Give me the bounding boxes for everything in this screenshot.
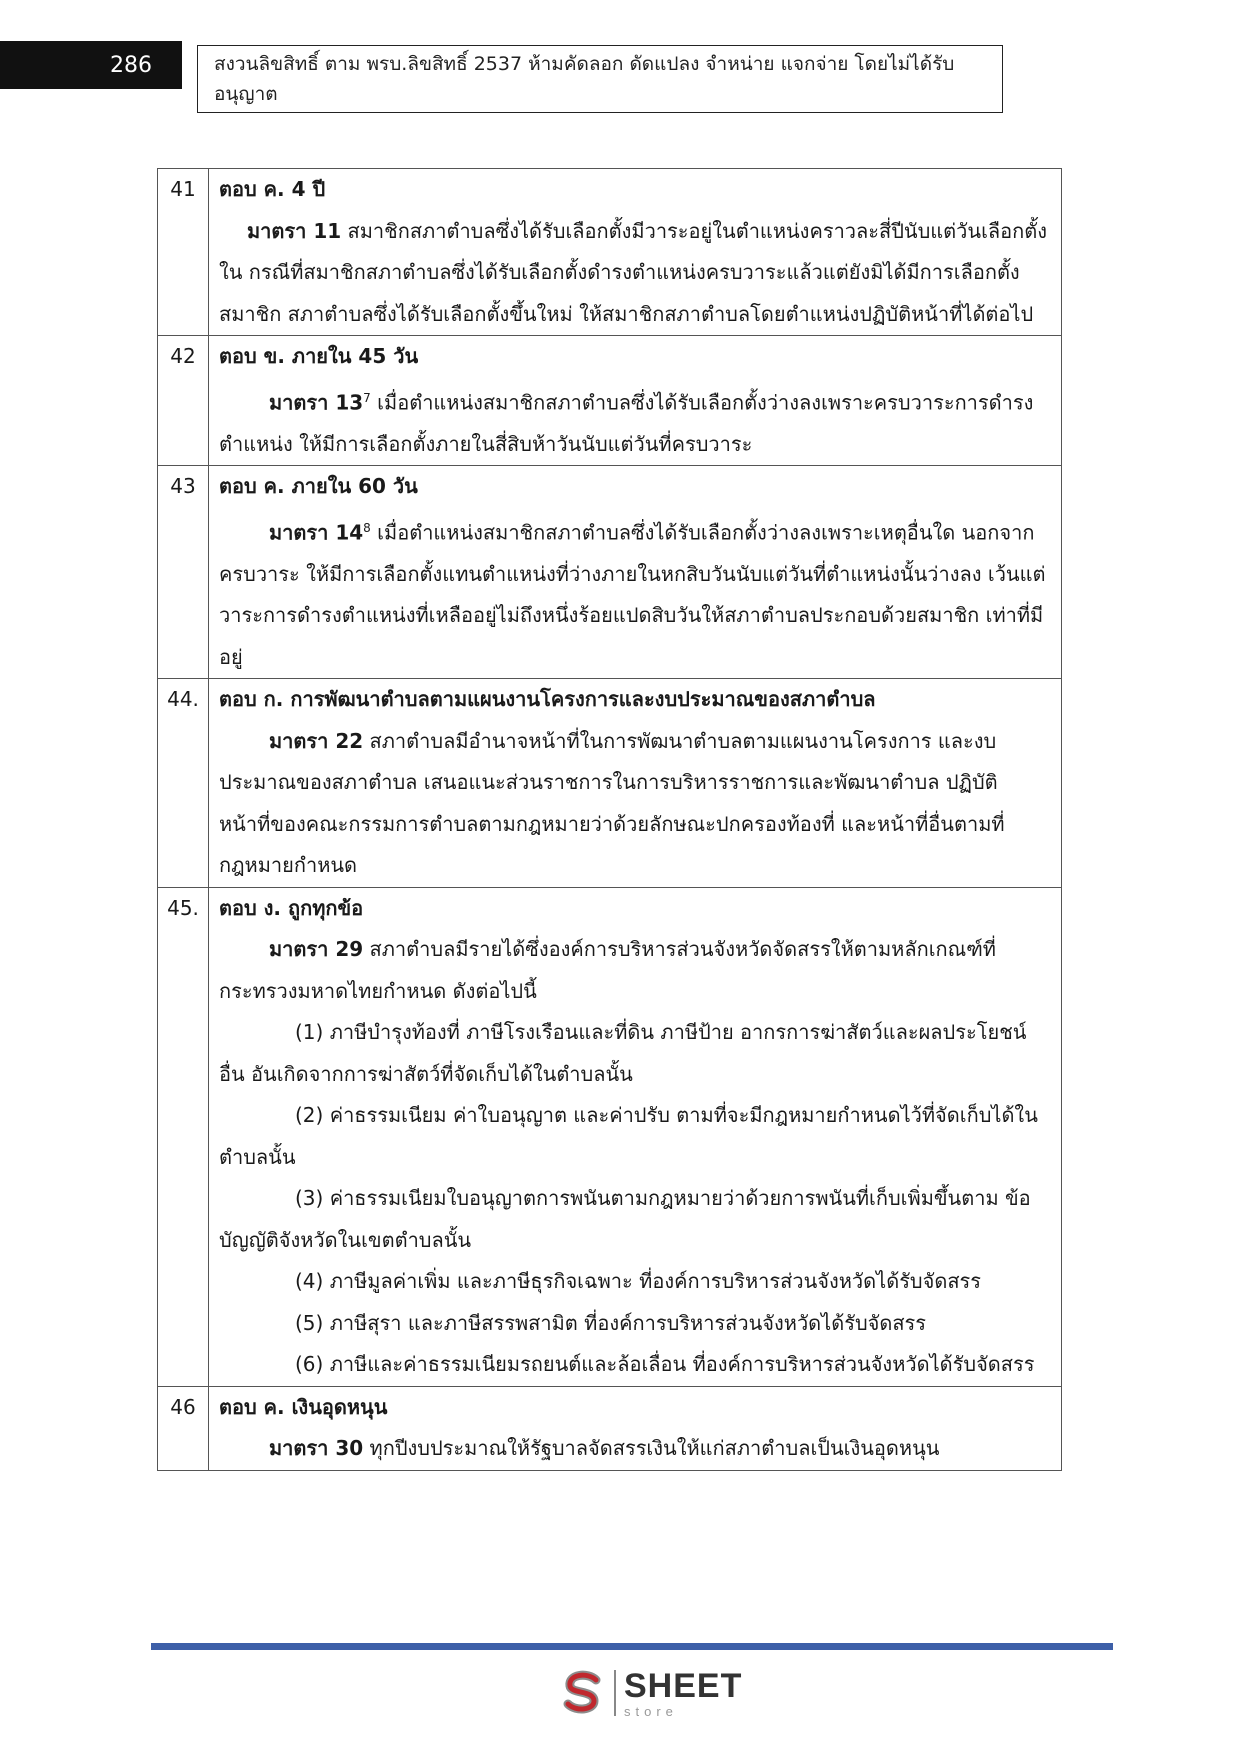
- copyright-notice: สงวนลิขสิทธิ์ ตาม พรบ.ลิขสิทธิ์ 2537 ห้ามคัดลอก ดัดแปลง จำหน่าย แจกจ่าย โดยไม่ได้รับอนุญาต: [197, 45, 1003, 113]
- law-subitem-paragraph: [219, 1303, 1051, 1345]
- answer-line: ตอบ ค. เงินอุดหนุน: [219, 1394, 388, 1419]
- footer-rule: [151, 1643, 1113, 1650]
- section-text: สภาตำบลมีรายได้ซึ่งองค์การบริหารส่วนจังหวัดจัดสรรให้ตามหลักเกณฑ์ที่ กระทรวงมหาดไทยกำหนด ดังต่อไปนี้: [219, 937, 996, 1003]
- section-text: (1) ภาษีบำรุงท้องที่ ภาษีโรงเรือนและที่ดิน ภาษีป้าย อากรการฆ่าสัตว์และผลประโยชน์อื่น อันเกิดจากการฆ่าสัตว์ที่จัดเก็บได้ในตำบลนั้น: [219, 1020, 1027, 1086]
- law-subitem-paragraph: [219, 1344, 1051, 1386]
- law-section-paragraph: [219, 721, 1051, 887]
- section-label: มาตรา 29: [269, 937, 364, 962]
- law-section-paragraph: [219, 211, 1051, 336]
- logo-brand-name: SHEET: [624, 1666, 743, 1705]
- footnote-marker: 8: [363, 520, 371, 535]
- section-text: เมื่อตำแหน่งสมาชิกสภาตำบลซึ่งได้รับเลือกตั้งว่างลงเพราะเหตุอื่นใด นอกจากครบวาระ ให้มีการเลือกตั้งแทนตำแหน่งที่ว่างภายในหกสิบวันนับแต่วันที่ตำแหน่งนั้นว่างลง เว้นแต่วาระการดำรงตำแหน่งที่เหลืออยู่ไม่ถึงหนึ่งร้อยแปดสิบวันให้สภาตำบลประกอบด้วยสมาชิก เท่าที่มีอยู่: [219, 520, 1046, 669]
- section-text: (3) ค่าธรรมเนียมใบอนุญาตการพนันตามกฎหมายว่าด้วยการพนันที่เก็บเพิ่มขึ้นตาม ข้อบัญญัติจังหวัดในเขตตำบลนั้น: [219, 1186, 1031, 1252]
- logo-brand-sub: store: [624, 1703, 678, 1719]
- law-subitem-paragraph: [219, 1095, 1051, 1178]
- answer-cell: [209, 1386, 1062, 1470]
- question-number: 43: [158, 466, 209, 679]
- footnote-marker: 7: [363, 390, 371, 405]
- law-section-paragraph: [219, 1428, 1051, 1470]
- section-label: มาตรา 22: [269, 728, 364, 753]
- question-number: 42: [158, 336, 209, 466]
- section-text: (6) ภาษีและค่าธรรมเนียมรถยนต์และล้อเลื่อน ที่องค์การบริหารส่วนจังหวัดได้รับจัดสรร: [295, 1352, 1035, 1377]
- section-text: สภาตำบลมีอำนาจหน้าที่ในการพัฒนาตำบลตามแผนงานโครงการ และงบประมาณของสภาตำบล เสนอแนะส่วนราชการในการบริหารราชการและพัฒนาตำบล ปฏิบัติ หน้าที่ของคณะกรรมการตำบลตามกฎหมายว่าด้วยลักษณะปกครองท้องที่ และหน้าที่อื่นตามที่ กฎหมายกำหนด: [219, 728, 1005, 878]
- answer-cell: [209, 466, 1062, 679]
- logo-separator: [614, 1670, 616, 1716]
- section-label: มาตรา 30: [269, 1436, 364, 1461]
- law-subitem-paragraph: [219, 1178, 1051, 1261]
- answer-line: ตอบ ค. ภายใน 60 วัน: [219, 474, 418, 499]
- answer-line: ตอบ ง. ถูกทุกข้อ: [219, 895, 364, 920]
- answer-cell: [209, 887, 1062, 1386]
- answer-table: [157, 168, 1062, 1471]
- answer-line: ตอบ ค. 4 ปี: [219, 177, 326, 201]
- table-row: [158, 466, 1062, 679]
- section-text: (5) ภาษีสุรา และภาษีสรรพสามิต ที่องค์การบริหารส่วนจังหวัดได้รับจัดสรร: [295, 1310, 927, 1335]
- section-text: (2) ค่าธรรมเนียม ค่าใบอนุญาต และค่าปรับ ตามที่จะมีกฎหมายกำหนดไว้ที่จัดเก็บได้ใน ตำบลนั้น: [219, 1103, 1038, 1169]
- answer-cell: [209, 679, 1062, 888]
- question-number: 45.: [158, 887, 209, 1386]
- section-text: เมื่อตำแหน่งสมาชิกสภาตำบลซึ่งได้รับเลือกตั้งว่างลงเพราะครบวาระการดำรง ตำแหน่ง ให้มีการเลือกตั้งภายในสี่สิบห้าวันนับแต่วันที่ครบวาระ: [219, 390, 1034, 456]
- table-row: [158, 169, 1062, 336]
- section-text: สมาชิกสภาตำบลซึ่งได้รับเลือกตั้งมีวาระอยู่ในตำแหน่งคราวละสี่ปีนับแต่วันเลือกตั้งใน กรณีที่สมาชิกสภาตำบลซึ่งได้รับเลือกตั้งดำรงตำแหน่งครบวาระแล้วแต่ยังมิได้มีการเลือกตั้งสมาชิก สภาตำบลซึ่งได้รับเลือกตั้งขึ้นใหม่ ให้สมาชิกสภาตำบลโดยตำแหน่งปฏิบัติหน้าที่ได้ต่อไป: [219, 218, 1048, 326]
- table-row: [158, 887, 1062, 1386]
- table-row: [158, 336, 1062, 466]
- sheet-store-logo: [558, 1668, 742, 1718]
- table-row: [158, 1386, 1062, 1470]
- law-subitem-paragraph: [219, 1012, 1051, 1095]
- law-section-paragraph: [219, 929, 1051, 1012]
- section-label: มาตรา 14: [269, 520, 364, 545]
- answer-cell: [209, 336, 1062, 466]
- answer-cell: [209, 169, 1062, 336]
- answer-line: ตอบ ข. ภายใน 45 วัน: [219, 344, 419, 368]
- question-number: 44.: [158, 679, 209, 888]
- page-number: 286: [0, 41, 182, 89]
- section-label: มาตรา 13: [269, 390, 364, 415]
- law-subitem-paragraph: [219, 1261, 1051, 1303]
- section-text: (4) ภาษีมูลค่าเพิ่ม และภาษีธุรกิจเฉพาะ ที่องค์การบริหารส่วนจังหวัดได้รับจัดสรร: [295, 1269, 982, 1294]
- sheet-s-logo-icon: [558, 1668, 608, 1718]
- answer-line: ตอบ ก. การพัฒนาตำบลตามแผนงานโครงการและงบประมาณของสภาตำบล: [219, 687, 876, 712]
- table-row: [158, 679, 1062, 888]
- law-section-paragraph: [219, 378, 1051, 466]
- law-section-paragraph: [219, 508, 1051, 679]
- question-number: 46: [158, 1386, 209, 1470]
- question-number: 41: [158, 169, 209, 336]
- section-label: มาตรา 11: [247, 218, 342, 243]
- section-text: ทุกปีงบประมาณให้รัฐบาลจัดสรรเงินให้แก่สภาตำบลเป็นเงินอุดหนุน: [363, 1436, 940, 1461]
